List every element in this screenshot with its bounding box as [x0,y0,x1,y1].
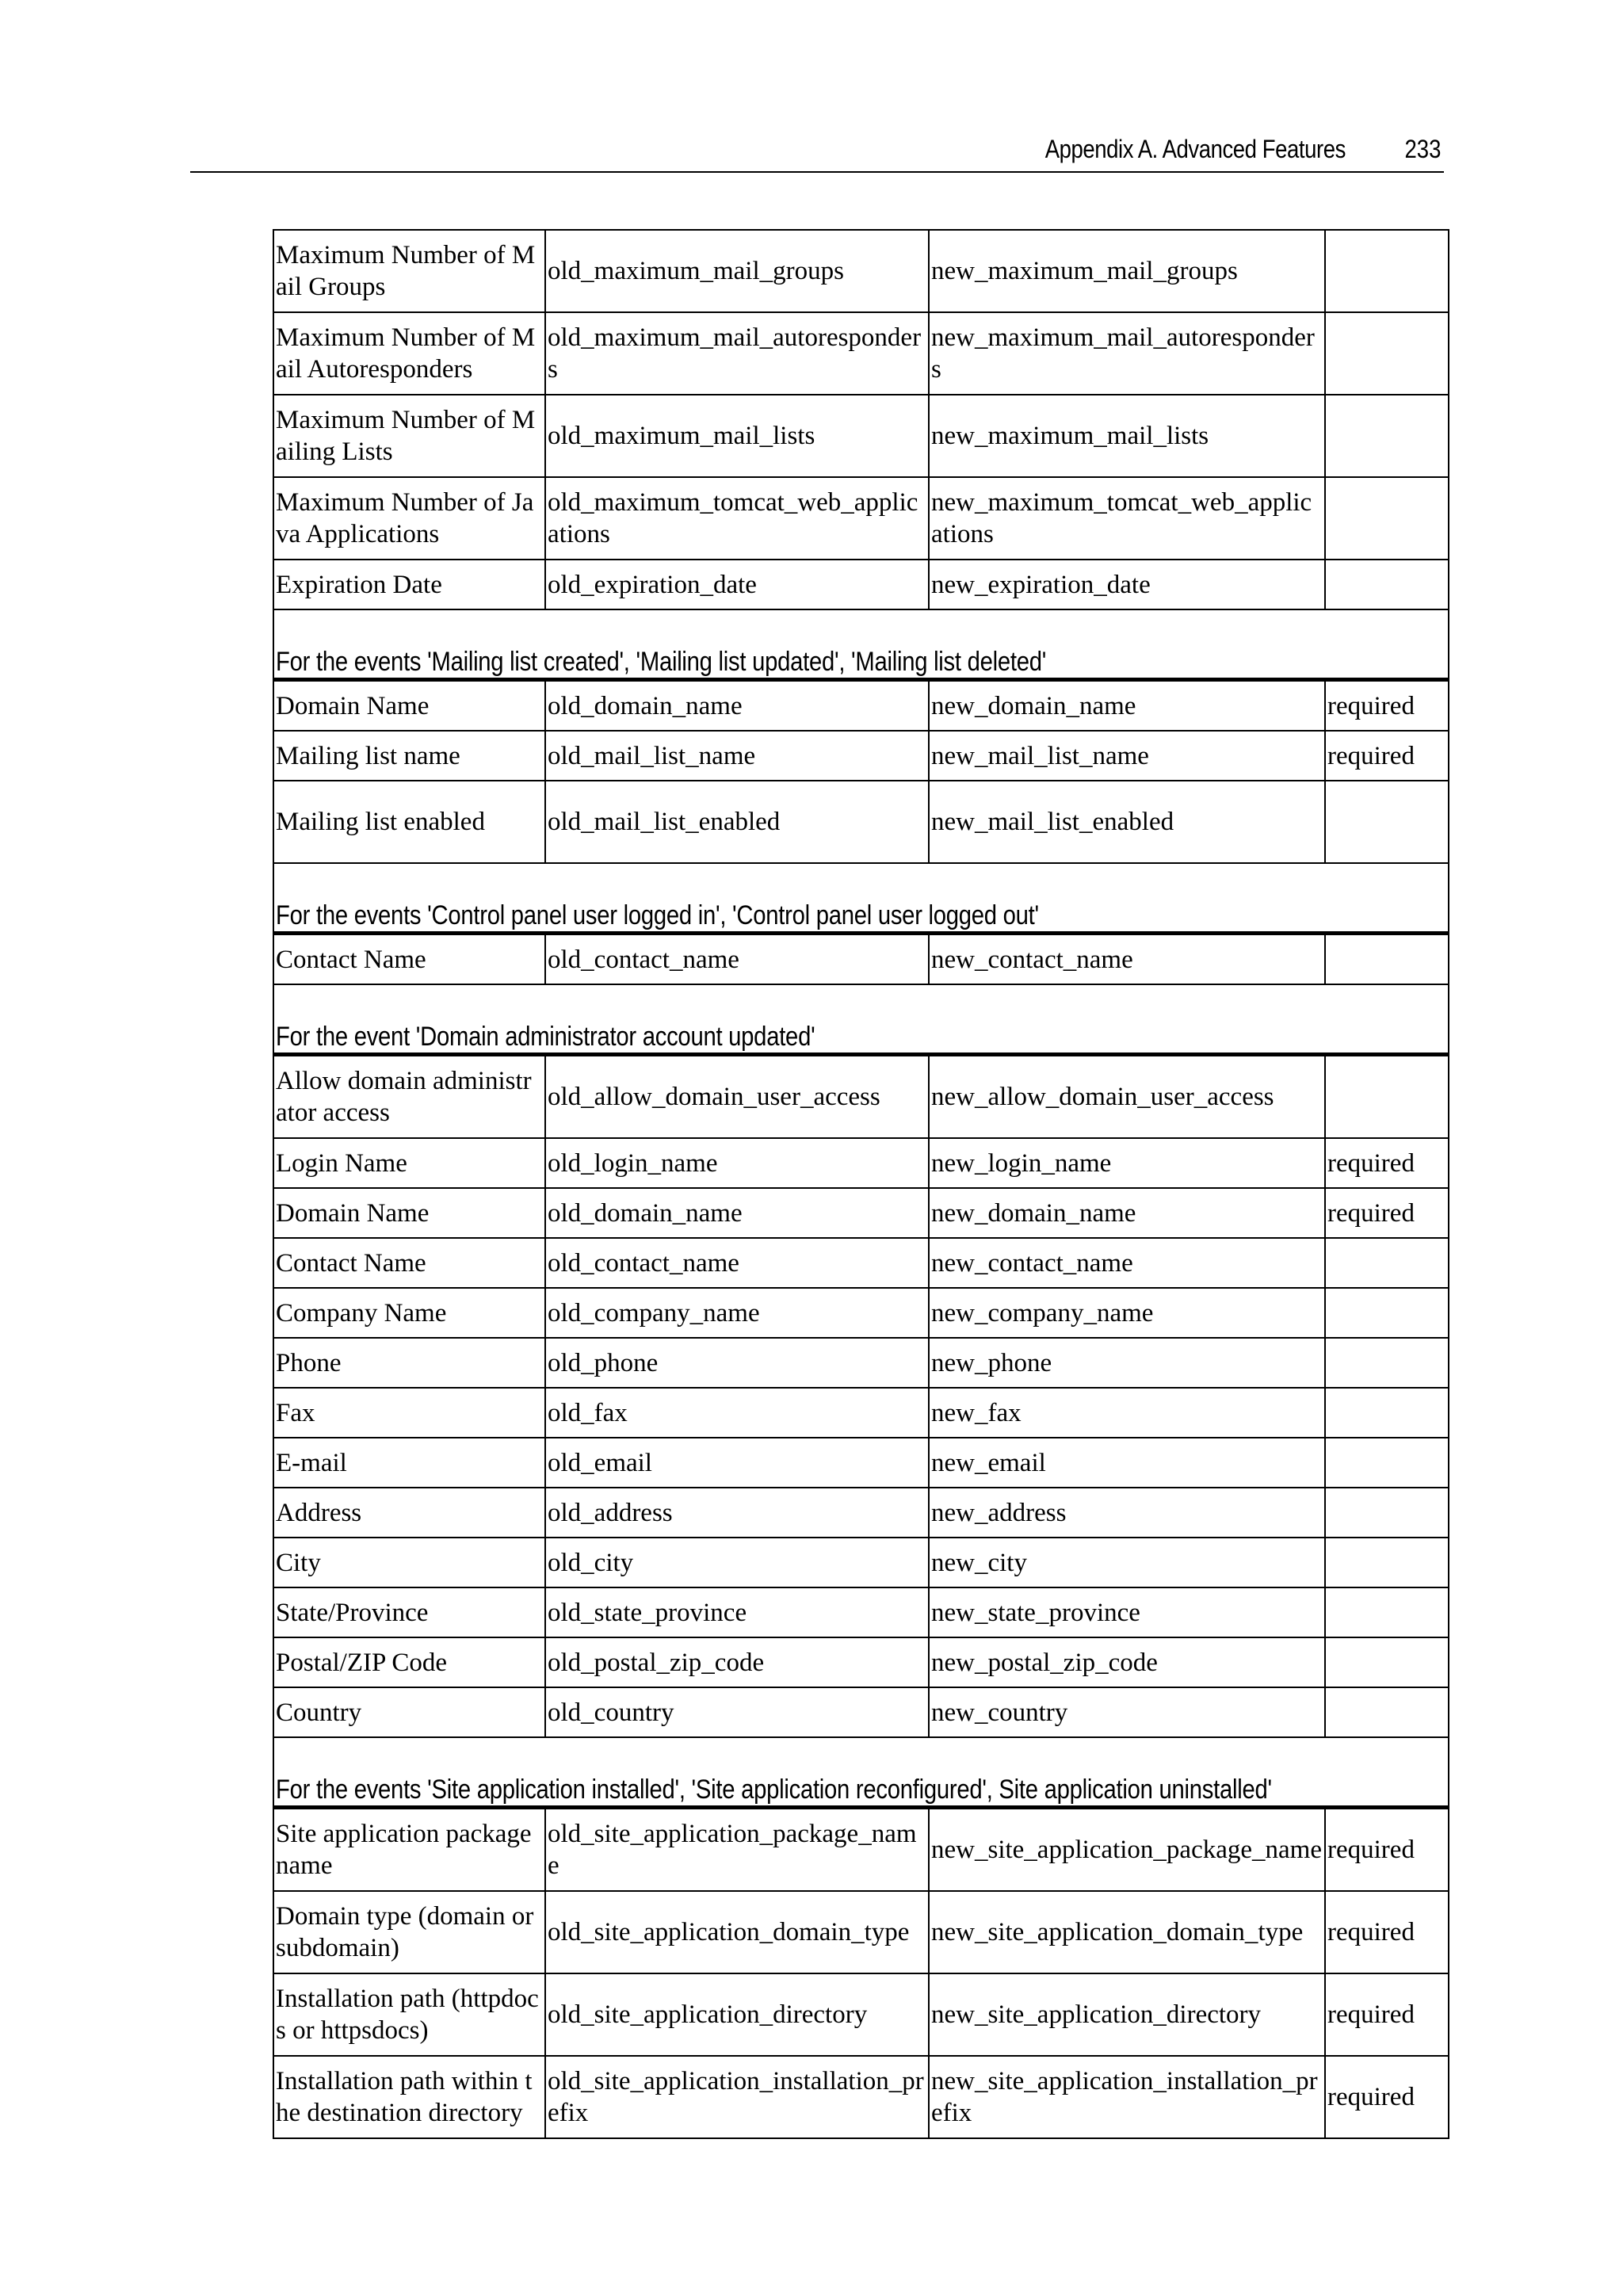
requirement-cell: required [1325,1891,1449,1973]
parameter-description-cell: Contact Name [273,1238,545,1288]
requirement-cell [1325,1238,1449,1288]
old-value-cell: old_login_name [545,1138,929,1188]
requirement-cell [1325,1488,1449,1538]
section-header [273,984,1449,1055]
table-row [273,1687,1449,1737]
old-value-cell: old_maximum_mail_autoresponders [545,312,929,395]
requirement-cell [1325,1587,1449,1637]
old-value-cell: old_maximum_mail_lists [545,395,929,477]
new-value-cell: new_state_province [929,1587,1325,1637]
parameter-description-cell: Installation path (httpdocs or httpsdocs) [273,1973,545,2056]
parameter-description-cell: Address [273,1488,545,1538]
table-row [273,934,1449,985]
new-value-cell: new_site_application_domain_type [929,1891,1325,1973]
table-row [273,1288,1449,1338]
parameter-description-cell: Domain Name [273,1188,545,1238]
old-value-cell: old_contact_name [545,1238,929,1288]
new-value-cell: new_company_name [929,1288,1325,1338]
new-value-cell: new_contact_name [929,934,1325,985]
parameter-description-cell: Expiration Date [273,560,545,609]
parameter-description-cell: Login Name [273,1138,545,1188]
new-value-cell: new_domain_name [929,680,1325,732]
requirement-cell: required [1325,1138,1449,1188]
new-value-cell: new_maximum_mail_groups [929,230,1325,312]
new-value-cell: new_mail_list_name [929,731,1325,781]
new-value-cell: new_maximum_mail_autoresponders [929,312,1325,395]
parameter-description-cell: Country [273,1687,545,1737]
requirement-cell [1325,1055,1449,1139]
new-value-cell: new_site_application_installation_prefix [929,2056,1325,2138]
requirement-cell [1325,1438,1449,1488]
parameter-description-cell: Postal/ZIP Code [273,1637,545,1687]
new-value-cell: new_expiration_date [929,560,1325,609]
requirement-cell [1325,1538,1449,1587]
table-body [273,230,1449,2138]
new-value-cell: new_contact_name [929,1238,1325,1288]
table-row [273,1587,1449,1637]
old-value-cell: old_phone [545,1338,929,1388]
new-value-cell: new_site_application_package_name [929,1808,1325,1892]
requirement-cell [1325,1637,1449,1687]
new-value-cell: new_allow_domain_user_access [929,1055,1325,1139]
requirement-cell: required [1325,731,1449,781]
old-value-cell: old_email [545,1438,929,1488]
table-row [273,1438,1449,1488]
new-value-cell: new_country [929,1687,1325,1737]
section-header [273,863,1449,934]
table-row [273,1138,1449,1188]
old-value-cell: old_site_application_directory [545,1973,929,2056]
new-value-cell: new_domain_name [929,1188,1325,1238]
section-header [273,1737,1449,1808]
requirement-cell [1325,1288,1449,1338]
old-value-cell: old_mail_list_name [545,731,929,781]
running-header [190,133,1444,173]
parameter-description-cell: Domain type (domain or subdomain) [273,1891,545,1973]
old-value-cell: old_city [545,1538,929,1587]
table-row [273,560,1449,609]
table-row [273,1055,1449,1139]
requirement-cell [1325,1388,1449,1438]
old-value-cell: old_fax [545,1388,929,1438]
table-row [273,1238,1449,1288]
new-value-cell: new_fax [929,1388,1325,1438]
requirement-cell [1325,934,1449,985]
new-value-cell: new_login_name [929,1138,1325,1188]
old-value-cell: old_mail_list_enabled [545,781,929,863]
table-row [273,1188,1449,1238]
old-value-cell: old_domain_name [545,1188,929,1238]
table-row [273,1808,1449,1892]
table-row [273,1973,1449,2056]
old-value-cell: old_company_name [545,1288,929,1338]
old-value-cell: old_maximum_mail_groups [545,230,929,312]
section-header-text: For the events 'Mailing list created', 'Mailing list updated', 'Mailing list deleted' [276,647,1047,677]
requirement-cell [1325,230,1449,312]
new-value-cell: new_site_application_directory [929,1973,1325,2056]
requirement-cell [1325,477,1449,560]
parameter-description-cell: Company Name [273,1288,545,1338]
old-value-cell: old_site_application_domain_type [545,1891,929,1973]
parameter-description-cell: Mailing list name [273,731,545,781]
requirement-cell: required [1325,1188,1449,1238]
old-value-cell: old_site_application_package_name [545,1808,929,1892]
table-row [273,1338,1449,1388]
table-row [273,395,1449,477]
parameter-description-cell: Maximum Number of Mailing Lists [273,395,545,477]
old-value-cell: old_allow_domain_user_access [545,1055,929,1139]
table-row [273,680,1449,732]
requirement-cell [1325,1338,1449,1388]
new-value-cell: new_city [929,1538,1325,1587]
page-number: 233 [1404,135,1441,163]
new-value-cell: new_phone [929,1338,1325,1388]
old-value-cell: old_postal_zip_code [545,1637,929,1687]
table-row [273,1538,1449,1587]
parameter-description-cell: Maximum Number of Java Applications [273,477,545,560]
new-value-cell: new_mail_list_enabled [929,781,1325,863]
new-value-cell: new_postal_zip_code [929,1637,1325,1687]
old-value-cell: old_country [545,1687,929,1737]
old-value-cell: old_address [545,1488,929,1538]
old-value-cell: old_state_province [545,1587,929,1637]
section-header-row [273,1737,1449,1808]
old-value-cell: old_domain_name [545,680,929,732]
requirement-cell [1325,560,1449,609]
parameter-description-cell: Domain Name [273,680,545,732]
requirement-cell [1325,781,1449,863]
requirement-cell: required [1325,1973,1449,2056]
event-parameters-table [273,229,1449,2139]
section-header-text: For the events 'Control panel user logged in', 'Control panel user logged out' [276,900,1039,930]
requirement-cell: required [1325,1808,1449,1892]
section-header-row [273,984,1449,1055]
requirement-cell [1325,1687,1449,1737]
table-row [273,731,1449,781]
section-header [273,609,1449,680]
table-row [273,1388,1449,1438]
old-value-cell: old_expiration_date [545,560,929,609]
table-row [273,2056,1449,2138]
requirement-cell: required [1325,680,1449,732]
table-row [273,230,1449,312]
requirement-cell [1325,312,1449,395]
requirement-cell [1325,395,1449,477]
parameter-description-cell: E-mail [273,1438,545,1488]
parameter-description-cell: Phone [273,1338,545,1388]
parameter-description-cell: Allow domain administrator access [273,1055,545,1139]
section-header-row [273,609,1449,680]
new-value-cell: new_maximum_tomcat_web_applications [929,477,1325,560]
requirement-cell: required [1325,2056,1449,2138]
parameter-description-cell: Installation path within the destination directory [273,2056,545,2138]
table-row [273,1891,1449,1973]
table-row [273,781,1449,863]
section-header-text: For the events 'Site application installed', 'Site application reconfigured', Site application uninstalled' [276,1775,1272,1805]
section-header-row [273,863,1449,934]
old-value-cell: old_site_application_installation_prefix [545,2056,929,2138]
new-value-cell: new_maximum_mail_lists [929,395,1325,477]
parameter-description-cell: Contact Name [273,934,545,985]
parameter-description-cell: Maximum Number of Mail Autoresponders [273,312,545,395]
parameter-description-cell: Site application package name [273,1808,545,1892]
parameter-description-cell: Maximum Number of Mail Groups [273,230,545,312]
parameter-description-cell: Mailing list enabled [273,781,545,863]
table-row [273,1637,1449,1687]
new-value-cell: new_address [929,1488,1325,1538]
section-header-text: For the event 'Domain administrator account updated' [276,1022,815,1052]
old-value-cell: old_maximum_tomcat_web_applications [545,477,929,560]
parameter-description-cell: Fax [273,1388,545,1438]
parameter-description-cell: City [273,1538,545,1587]
table-row [273,312,1449,395]
parameter-description-cell: State/Province [273,1587,545,1637]
new-value-cell: new_email [929,1438,1325,1488]
table-row [273,1488,1449,1538]
old-value-cell: old_contact_name [545,934,929,985]
table-row [273,477,1449,560]
chapter-title: Appendix A. Advanced Features [1044,135,1346,163]
